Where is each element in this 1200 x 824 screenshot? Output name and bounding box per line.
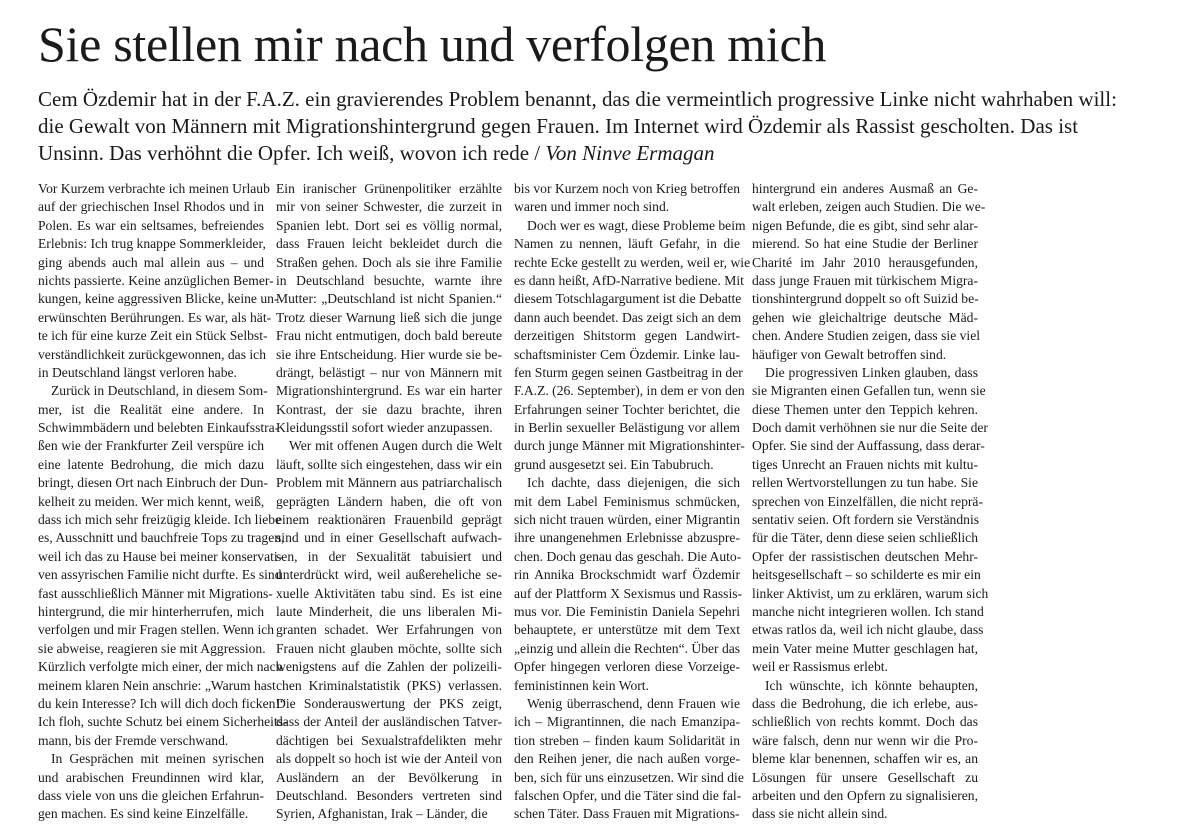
text-line: schen Täter. Dass Frauen mit Migrations- <box>514 806 740 822</box>
text-line: tiges Unrecht an Frauen nichts mit kultu- <box>752 456 978 472</box>
text-line: nichts passierte. Keine anzüglichen Bemer- <box>38 272 274 288</box>
text-line: ben, sich für uns einzusetzen. Wir sind die <box>514 769 744 785</box>
text-line: Opfer hingegen verloren diese Vorzeige- <box>514 659 740 675</box>
text-line: es dann heißt, AfD-Narrative bediene. Mit <box>514 272 744 288</box>
text-line: fen Sturm gegen seinen Gastbeitrag in der <box>514 364 743 380</box>
text-line: gen machen. Es sind keine Einzelfälle. <box>38 806 249 822</box>
text-line: nigen Befunde, die es gibt, sind sehr alar- <box>752 217 978 233</box>
text-line: waren und immer noch sind. <box>514 199 670 215</box>
text-line: rellen Wertvorstellungen zu tun habe. Sie <box>752 475 978 491</box>
text-line: Frau nicht entmutigen, doch bald bereute <box>276 328 502 344</box>
text-line: dass sie nicht allein sind. <box>752 806 888 822</box>
text-line: Opfer. Sie sind der Auffassung, dass derar- <box>752 438 985 454</box>
text-line: verständlichkeit zurückgewonnen, das ich <box>38 346 266 362</box>
text-line: Charité im Jahr 2010 herausgefunden, <box>752 254 978 270</box>
text-line: mer, ist die Realität eine andere. In <box>38 401 264 417</box>
text-line: chen Kriminalstatistik (PKS) verlassen. <box>276 677 502 693</box>
text-line: ich – Migrantinnen, die nach Emanzipa- <box>514 714 740 730</box>
text-line: Wenig überraschend, denn Frauen wie <box>527 695 740 711</box>
column-3 <box>514 180 751 824</box>
text-line: Ausländern an der Bevölkerung in <box>276 769 502 785</box>
text-line: Straßen gehen. Doch als sie ihre Familie <box>276 254 502 270</box>
text-line: Mutter: „Deutschland ist nicht Spanien.“ <box>276 291 502 307</box>
text-line: sie Migranten einen Gefallen tun, wenn sie <box>752 383 986 399</box>
text-line: es, Ausschnitt und bauchfreie Tops zu tragen, <box>38 530 285 546</box>
text-line: sind und in einer Gesellschaft aufwach- <box>276 530 502 546</box>
text-line: drängt, belästigt – nur von Männern mit <box>276 364 502 380</box>
text-line: dächtigen bei Sexualstrafdelikten mehr <box>276 732 502 748</box>
text-line: rin Annika Brockschmidt warf Özdemir <box>514 567 740 583</box>
text-line: dass die Bedrohung, die ich erlebe, aus- <box>752 695 978 711</box>
text-line: mann, bis der Fremde verschwand. <box>38 732 229 748</box>
text-line: für die Täter, denn diese seien schließlich <box>752 530 978 546</box>
text-line: Ein iranischer Grünenpolitiker erzählte <box>276 181 502 196</box>
text-line: weil er Rassismus erlebt. <box>752 659 888 675</box>
text-line: linker Aktivist, um zu erklären, warum sich <box>752 585 989 601</box>
text-line: rechte Ecke gestellt zu werden, weil er, wie <box>514 254 751 270</box>
byline: Von Ninve Ermagan <box>545 141 715 165</box>
text-line: mein Vater meine Mutter geschlagen hat, <box>752 640 978 656</box>
text-line: Spanien lebt. Dort sei es völlig normal, <box>276 217 502 233</box>
text-line: in Deutschland längst verloren habe. <box>38 364 237 380</box>
text-line: feministinnen kein Wort. <box>514 677 649 693</box>
text-line: kungen, keine aggressiven Blicke, keine un- <box>38 291 279 307</box>
text-line: sie ihre Entscheidung. Hier wurde sie be- <box>276 346 502 362</box>
text-line: derzeitigen Shitstorm gegen Landwirt- <box>514 328 740 344</box>
lede-text: Cem Özdemir hat in der F.A.Z. ein gravierendes Problem benannt, das die vermeintlich progressive Linke nicht wahrhaben will: die Gewalt von Männern mit Migrationshintergrund gegen Frauen. Im Internet wird Özdemir als Rassist gescholten. Das ist Unsinn. Das verhöhnt die Opfer. Ich weiß, wovon ich rede / <box>38 87 1117 165</box>
text-line: unterdrückt wird, weil außereheliche se- <box>276 567 502 583</box>
text-line: mit dem Label Feminismus schmücken, <box>514 493 740 509</box>
text-line: sprechen von Einzelfällen, die nicht reprä- <box>752 493 983 509</box>
text-line: wenigstens auf die Zahlen der polizeili- <box>276 659 502 675</box>
text-line: ging abends auch mal allein aus – und <box>38 254 264 270</box>
text-line: Wer mit offenen Augen durch die Welt <box>289 438 502 454</box>
text-line: bis vor Kurzem noch von Krieg betroffen <box>514 181 740 196</box>
text-line: bleme klar benennen, schaffen wir es, an <box>752 751 978 767</box>
text-line: dass junge Frauen mit türkischem Migra- <box>752 272 978 288</box>
column-4 <box>752 180 989 824</box>
text-line: F.A.Z. (26. September), in dem er von den <box>514 383 745 399</box>
text-line: läuft, sollte sich eingestehen, dass wir ein <box>276 456 502 472</box>
text-line: dass Frauen leicht bekleidet durch die <box>276 236 502 252</box>
text-line: Doch wer es wagt, diese Probleme beim <box>527 217 746 233</box>
text-line: Ich floh, suchte Schutz bei einem Sicherheits- <box>38 714 288 730</box>
text-line: Deutschland. Besonders vertreten sind <box>276 787 502 803</box>
text-line: In Gesprächen mit meinen syrischen <box>51 751 264 767</box>
text-line: Problem mit Männern aus patriarchalisch <box>276 475 502 491</box>
text-line: arbeiten und den Opfern zu signalisieren, <box>752 787 978 803</box>
text-line: sentativ seien. Oft fordern sie Verständnis <box>752 512 980 528</box>
text-line: fast ausschließlich Männer mit Migrations- <box>38 585 273 601</box>
text-line: weil ich das zu Hause bei meiner konservati- <box>38 548 283 564</box>
text-line: Die Sonderauswertung der PKS zeigt, <box>276 695 502 711</box>
text-line: bringt, diesen Ort nach Einbruch der Dun- <box>38 475 268 491</box>
column-1 <box>38 180 288 824</box>
text-line: Migrationshintergrund. Es war ein harter <box>276 383 502 399</box>
text-line: Zurück in Deutschland, in diesem Som- <box>51 383 268 399</box>
text-line: etwas ratlos da, weil ich nicht glaube, dass <box>752 622 984 638</box>
text-line: verfolgen und mir Fragen stellen. Wenn ich <box>38 622 275 638</box>
text-line: heitsgesellschaft – so schilderte es mir ein <box>752 567 981 583</box>
text-line: Opfer der rassistischen deutschen Mehr- <box>752 548 978 564</box>
text-line: auf der Plattform X Sexismus und Rassis- <box>514 585 743 601</box>
text-line: durch junge Männer mit Migrationshinter- <box>514 438 745 454</box>
text-line: grund ausgesetzt sei. Ein Tabubruch. <box>514 456 714 472</box>
text-line: tion streben – finden kaum Solidarität in <box>514 732 740 748</box>
lede <box>38 86 1143 167</box>
text-line: Lösungen für unsere Gesellschaft zu <box>752 769 978 785</box>
text-line: mus vor. Die Feministin Daniela Sepehri <box>514 603 740 619</box>
text-line: manche nicht integrieren wollen. Ich stand <box>752 603 984 619</box>
text-line: mir von seiner Schwester, die zurzeit in <box>276 199 502 215</box>
text-line: hintergrund, die mir hinterherrufen, mich <box>38 603 264 619</box>
text-line: gehen wie gleichaltrige deutsche Mäd- <box>752 309 978 325</box>
text-line: schaftsminister Cem Özdemir. Linke lau- <box>514 346 740 362</box>
text-line: als doppelt so hoch ist wie der Anteil von <box>276 751 502 767</box>
text-line: Namen zu nennen, läuft Gefahr, in die <box>514 236 740 252</box>
text-line: erwünschten Berührungen. Es war, als hät- <box>38 309 272 325</box>
text-line: geprägten Ländern haben, die oft von <box>276 493 502 509</box>
text-line: granten schadet. Wer Erfahrungen von <box>276 622 502 638</box>
text-line: Polen. Es war ein seltsames, befreiendes <box>38 217 264 233</box>
text-line: du kein Interesse? Ich will dich doch ficken!“ <box>38 695 286 711</box>
text-line: wäre falsch, denn nur wenn wir die Pro- <box>752 732 978 748</box>
text-line: in Berlin sexueller Belästigung vor allem <box>514 420 740 436</box>
text-line: sen, in der Sexualität tabuisiert und <box>276 548 502 564</box>
text-line: kelheit zu meiden. Wer mich kennt, weiß, <box>38 493 265 509</box>
text-line: Ich dachte, dass diejenigen, die sich <box>527 475 740 491</box>
text-line: Erlebnis: Ich trug knappe Sommerkleider, <box>38 236 266 252</box>
text-line: chen. Doch genau das geschah. Die Auto- <box>514 548 742 564</box>
text-line: walt erleben, zeigen auch Studien. Die we- <box>752 199 986 215</box>
text-line: dann auch beendet. Das zeigt sich an dem <box>514 309 742 325</box>
text-line: falschen Opfer, und die Täter sind die fal- <box>514 787 742 803</box>
text-line: meinem klaren Nein anschrie: „Warum hast <box>38 677 276 693</box>
text-line: den Reihen jener, die nach außen vorge- <box>514 751 740 767</box>
text-line: ven assyrischen Familie nicht durfte. Es sind <box>38 567 282 583</box>
text-line: diese Themen unter den Teppich kehren. <box>752 401 978 417</box>
text-line: schließlich von rechts kommt. Doch das <box>752 714 978 730</box>
text-line: auf der griechischen Insel Rhodos und in <box>38 199 264 215</box>
text-line: Syrien, Afghanistan, Irak – Länder, die <box>276 806 488 822</box>
text-line: dass ich mich sehr freizügig kleide. Ich liebe <box>38 512 282 528</box>
text-line: Ich wünschte, ich könnte behaupten, <box>765 677 978 693</box>
article-columns <box>38 180 1178 822</box>
text-line: dass viele von uns die gleichen Erfahrun- <box>38 787 264 803</box>
text-line: eine latente Bedrohung, die mich dazu <box>38 456 264 472</box>
text-line: tionshintergrund doppelt so oft Suizid be- <box>752 291 979 307</box>
column-2 <box>276 180 502 824</box>
text-line: ßen wie der Frankfurter Zeil verspüre ich <box>38 438 264 454</box>
text-line: in Deutschland besuchte, warnte ihre <box>276 272 502 288</box>
text-line: chen. Andere Studien zeigen, dass sie viel <box>752 328 981 344</box>
text-line: laute Minderheit, die uns liberalen Mi- <box>276 603 502 619</box>
text-line: Frauen nicht glauben möchte, sollte sich <box>276 640 502 656</box>
text-line: diesem Totschlagargument ist die Debatte <box>514 291 742 307</box>
text-line: häufiger von Gewalt betroffen sind. <box>752 346 947 362</box>
text-line: ihre unangenehmen Erlebnisse abzuspre- <box>514 530 740 546</box>
text-line: Doch damit verhöhnen sie nur die Seite der <box>752 420 988 436</box>
text-line: Trotz dieser Warnung ließ sich die junge <box>276 309 502 325</box>
text-line: Kleidungsstil sofort wieder anzupassen. <box>276 420 493 436</box>
text-line: „einzig und allein die Rechten“. Über das <box>514 640 741 656</box>
text-line: behauptete, er unterstütze mit dem Text <box>514 622 740 638</box>
text-line: te ich für eine kurze Zeit ein Stück Selbst- <box>38 328 268 344</box>
text-line: Erfahrungen seiner Tochter berichtet, die <box>514 401 740 417</box>
text-line: mierend. So hat eine Studie der Berliner <box>752 236 978 252</box>
text-line: xuelle Aktivitäten tabu sind. Es ist eine <box>276 585 502 601</box>
text-line: Kürzlich verfolgte mich einer, der mich nach <box>38 659 283 675</box>
text-line: Die progressiven Linken glauben, dass <box>765 364 978 380</box>
text-line: Vor Kurzem verbrachte ich meinen Urlaub <box>38 181 270 196</box>
text-line: und arabischen Freundinnen wird klar, <box>38 769 264 785</box>
headline: Sie stellen mir nach und verfolgen mich <box>38 16 827 72</box>
text-line: Kontrast, der sie dazu brachte, ihren <box>276 401 502 417</box>
text-line: dass der Anteil der ausländischen Tatver- <box>276 714 502 730</box>
text-line: sie abweise, reagieren sie mit Aggression. <box>38 640 266 656</box>
text-line: einem reaktionären Frauenbild geprägt <box>276 512 502 528</box>
text-line: Schwimmbädern und belebten Einkaufsstra- <box>38 420 280 436</box>
text-line: hintergrund ein anderes Ausmaß an Ge- <box>752 181 978 196</box>
text-line: sich nicht trauen würden, einer Migrantin <box>514 512 740 528</box>
